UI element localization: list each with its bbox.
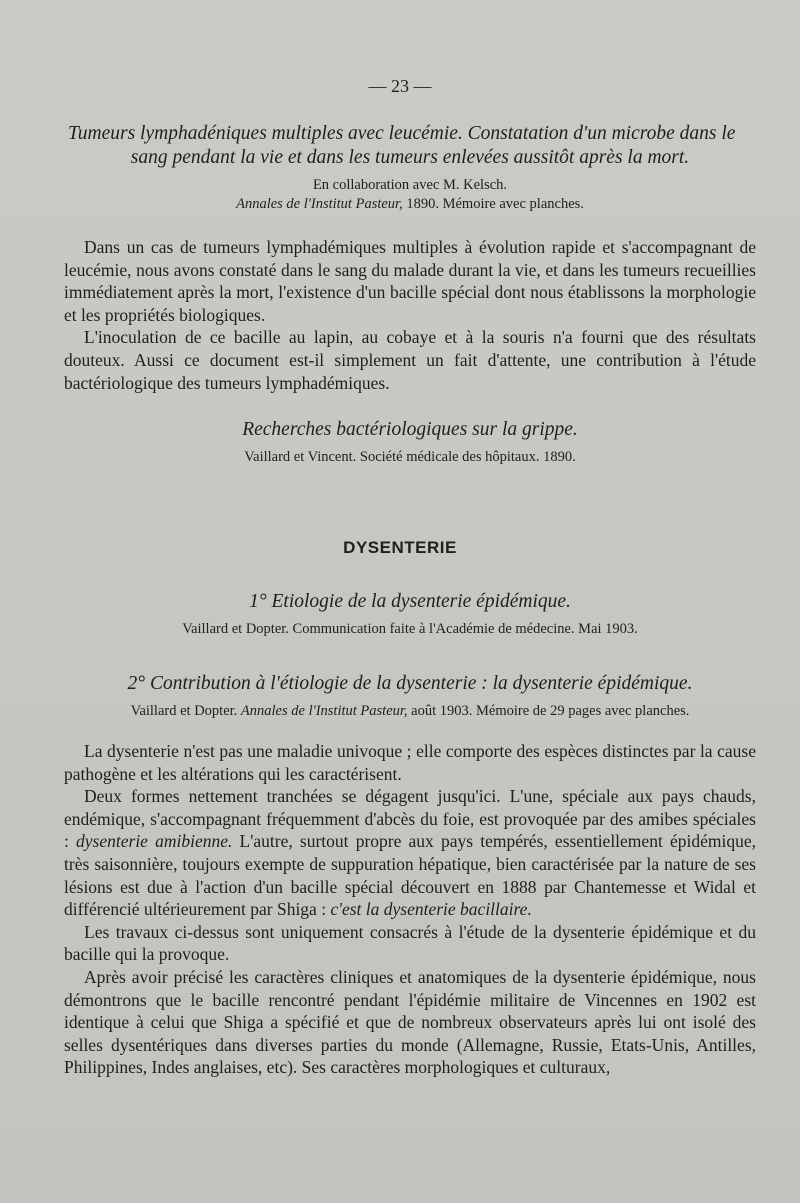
title-line-2: sang pendant la vie et dans les tumeurs enlevées aussitôt après la mort. [130,147,690,168]
item2-details: août 1903. Mémoire de 29 pages avec planches. [407,703,690,719]
grippe-title: Recherches bactériologiques sur la grippe. [242,419,578,440]
collaboration-line: En collaboration avec M. Kelsch. [312,177,508,193]
section-heading: DYSENTERIE [343,538,457,557]
paragraph: La dysenterie n'est pas une maladie univoque ; elle comporte des espèces distinctes par la cause pathogène et les altérations qui les caractérisent. [64,741,756,784]
item1-title: 1° Etiologie de la dysenterie épidémique. [249,591,571,612]
section-tumeurs-body [64,236,756,394]
item1-meta: Vaillard et Dopter. Communication faite à l'Académie de médecine. Mai 1903. [182,621,638,637]
item2-journal: Annales de l'Institut Pasteur, [240,703,408,719]
emphasis-amibienne: dysenterie amibienne. [76,831,233,852]
dysenterie-item-1 [64,590,756,639]
paragraph: Les travaux ci-dessus sont uniquement consacrés à l'étude de la dysenterie épidémique et du bacille qui la provoque. [64,921,756,965]
dysenterie-item-2 [64,672,756,721]
item2-authors: Vaillard et Dopter. [130,703,241,719]
section-grippe [64,418,756,467]
paragraph-text: Deux formes nettement tranchées se dégagent jusqu'ici. L'une, spéciale aux pays chauds, endémique, s'accompagnant fréquemment d'abcès du foie, est provoquée par des amibes spéciales : [64,786,756,852]
section-tumeurs-meta [64,176,756,214]
emphasis-bacillaire: c'est la dysenterie bacillaire. [330,899,532,920]
section-tumeurs-title [64,122,756,170]
paragraph: L'inoculation de ce bacille au lapin, au cobaye et à la souris n'a fourni que des résultats douteux. Aussi ce document est-il simplement un fait d'attente, une contribution à l'étude bactériologique des tumeurs lymphadémiques. [64,327,756,393]
grippe-meta: Vaillard et Vincent. Société médicale des hôpitaux. 1890. [244,449,576,465]
item2-title: 2° Contribution à l'étiologie de la dysenterie : la dysenterie épidémique. [127,673,693,694]
paragraph: Après avoir précisé les caractères cliniques et anatomiques de la dysenterie épidémique, nous démontrons que le bacille rencontré pendant l'épidémie militaire de Vincennes en 1902 est identique à celui que Shiga a spécifié et que de nombreux observateurs après lui ont isolé des selles dysentériques dans diverses parties du monde (Allemagne, Russie, Etats-Unis, Antilles, Philippines, Indes anglaises, etc). Ses caractères morphologiques et culturaux, [64,966,756,1078]
item2-meta [64,702,756,721]
paragraph [64,785,756,921]
paragraph: Dans un cas de tumeurs lymphadémiques multiples à évolution rapide et s'accompagnant de leucémie, nous avons constaté dans le sang du malade durant la vie, et dans les tumeurs recueillies immédiatement après la mort, l'existence d'un bacille spécial dont nous établissons la morphologie et les propriétés biologiques. [64,237,756,325]
dysenterie-body [64,740,756,1079]
source-details: 1890. Mémoire avec planches. [402,196,584,212]
source-line [64,195,756,214]
paragraph-text: L'autre, surtout propre aux pays tempérés, essentiellement épidémique, très saisonnière, toujours exempte de suppuration hépatique, bien caractérisée par la nature de ses lésions est due à l'action d'un bacille spécial découvert en 1888 par Chantemesse et Widal et différencié ultérieurement par Shiga : [64,831,756,920]
source-journal: Annales de l'Institut Pasteur, [236,196,403,212]
title-line-1: Tumeurs lymphadéniques multiples avec leucémie. Constatation d'un microbe dans le [68,123,736,144]
page-number: — 23 — [368,76,432,96]
